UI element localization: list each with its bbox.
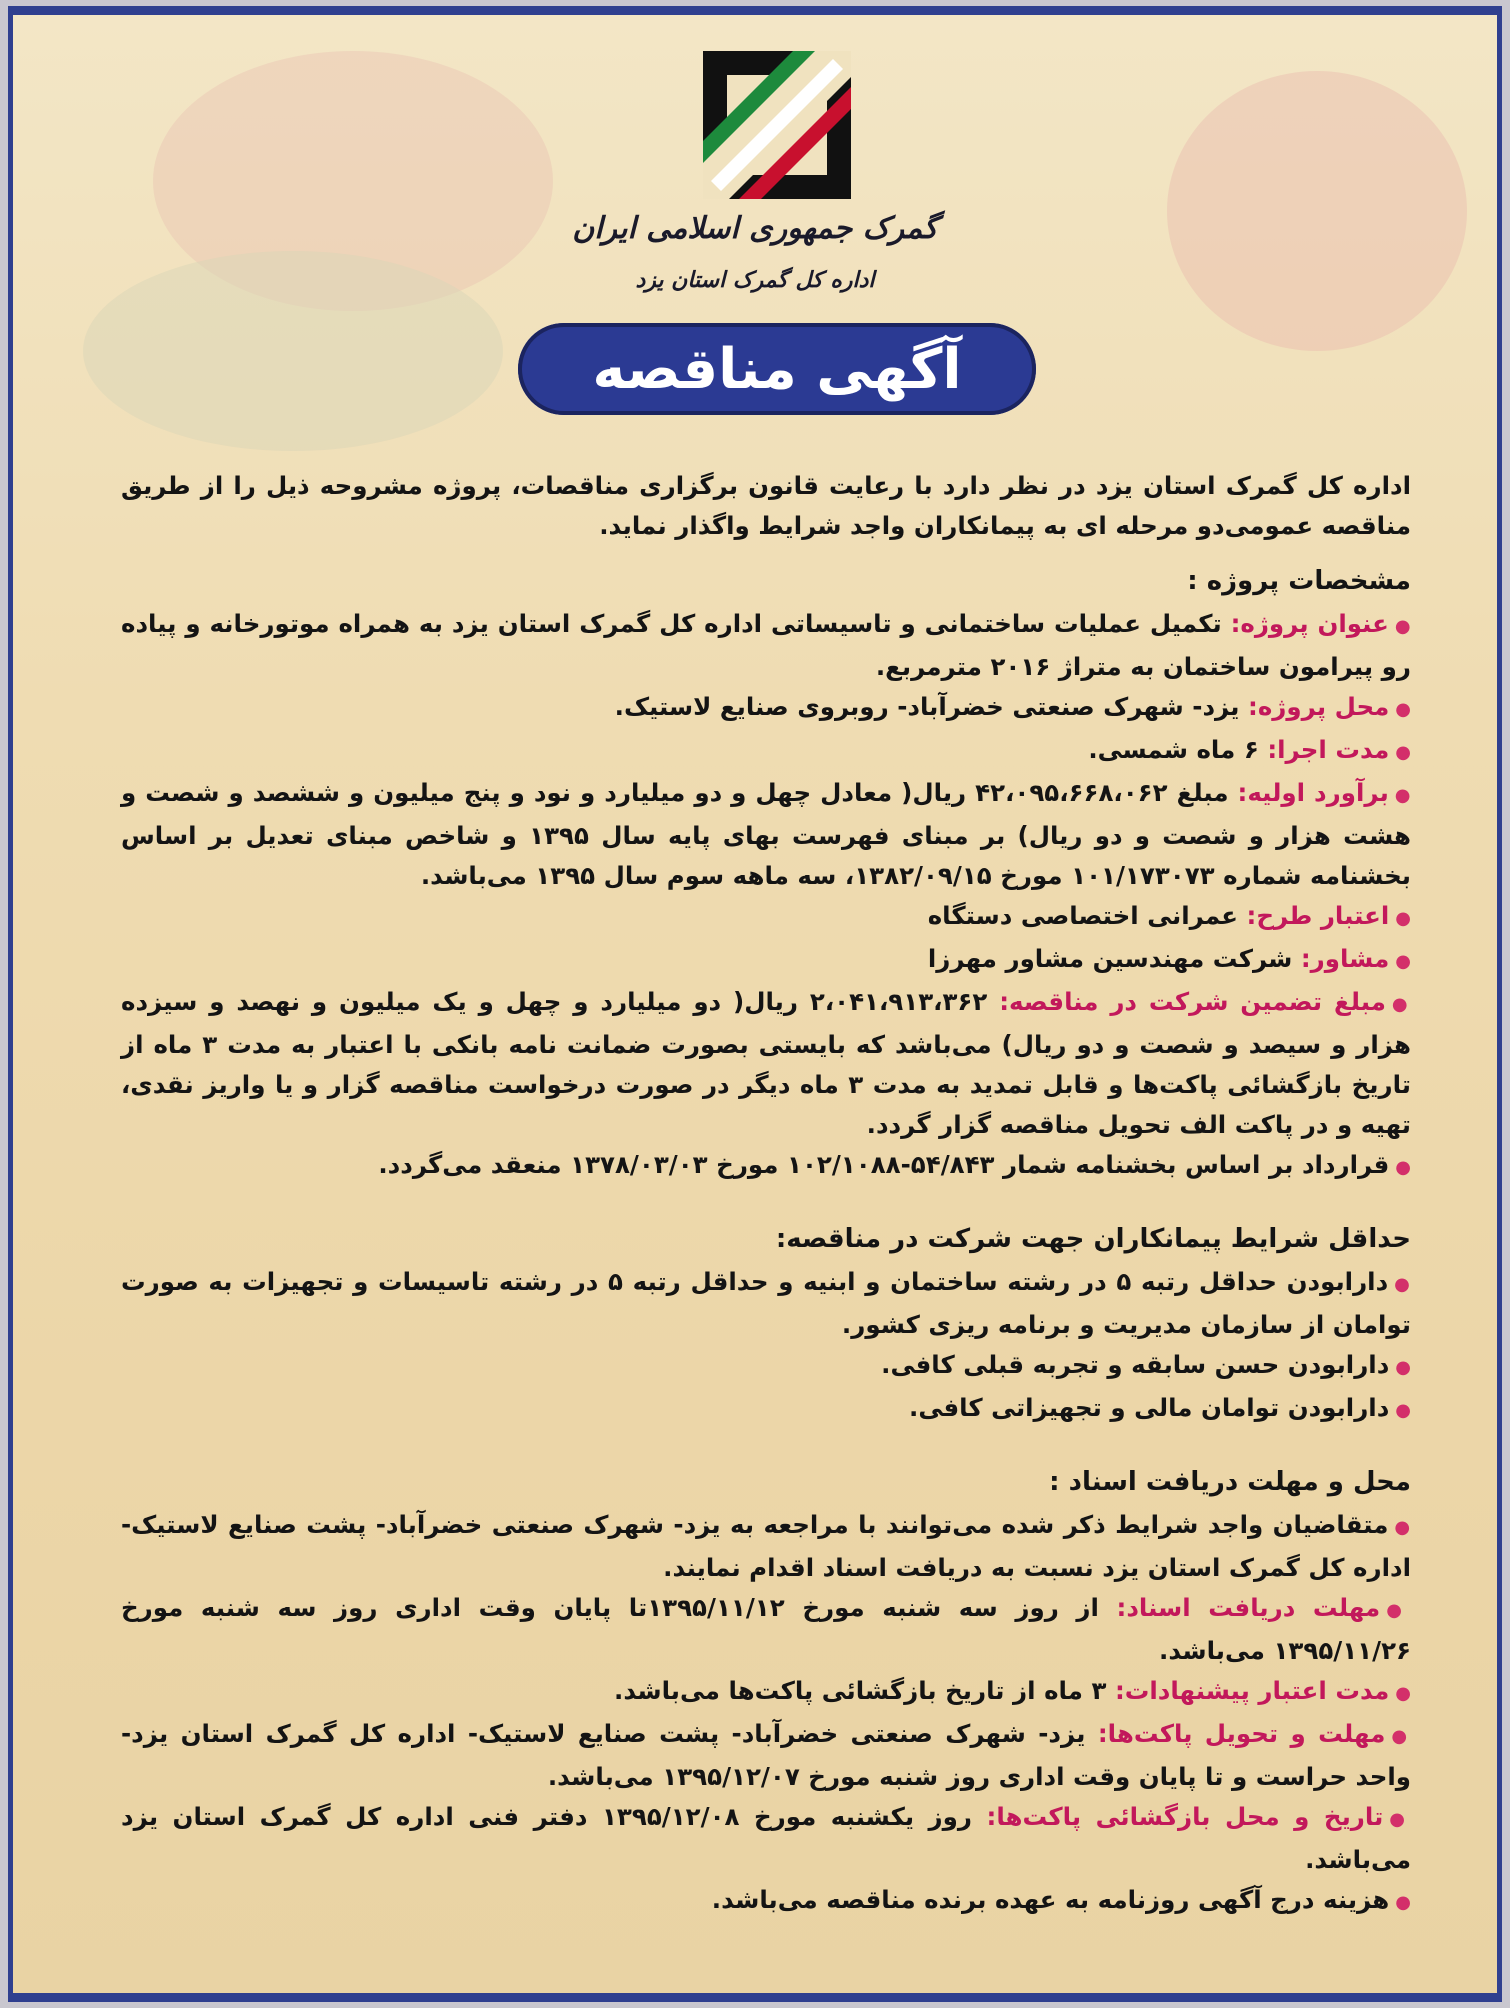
customs-logo-icon — [693, 41, 861, 209]
spec-item: ● قرارداد بر اساس بخشنامه شمار ۵۴/۸۴۳-۱۰۲/۱۰۸۸ مورخ ۱۳۷۸/۰۳/۰۳ منعقد می‌گردد. — [121, 1145, 1411, 1188]
org-name: گمرک جمهوری اسلامی ایران — [572, 211, 938, 246]
notice-title: آگهی مناقصه — [518, 323, 1036, 415]
frame-rule-top — [13, 11, 1497, 15]
intro-paragraph: اداره کل گمرک استان یزد در نظر دارد با رعایت قانون برگزاری مناقصات، پروژه مشروحه ذیل را از طریق مناقصه عمومی‌دو مرحله ای به پیمانکاران واجد شرایط واگذار نماید. — [121, 471, 1411, 540]
spec-item: ● مدت اجرا: ۶ ماه شمسی. — [121, 730, 1411, 773]
condition-item: ● دارابودن حسن سابقه و تجربه قبلی کافی. — [121, 1345, 1411, 1388]
condition-item: ● دارابودن توامان مالی و تجهیزاتی کافی. — [121, 1388, 1411, 1431]
condition-item: ● دارابودن حداقل رتبه ۵ در رشته ساختمان و ابنیه و حداقل رتبه ۵ در رشته تاسیسات و تجهیزات به صورت توامان از سازمان مدیریت و برنامه ریزی کشور. — [121, 1262, 1411, 1345]
spec-item: ● اعتبار طرح: عمرانی اختصاصی دستگاه — [121, 896, 1411, 939]
spec-item: ● مبلغ تضمین شرکت در مناقصه: ۲،۰۴۱،۹۱۳،۳۶۲ ریال( دو میلیارد و چهل و یک میلیون و نهصد و سیزده هزار و سیصد و شصت و دو ریال) می‌باشد که بایستی بصورت ضمانت نامه بانکی با اعتبار به مدت ۳ ماه از تاریخ بازگشائی پاکت‌ها و قابل تمدید به مدت ۳ ماه دیگر در صورت درخواست مناقصه گزار و یا واریز نقدی، تهیه و در پاکت الف تحویل مناقصه گزار گردد. — [121, 982, 1411, 1145]
spec-item: ● عنوان پروژه: تکمیل عملیات ساختمانی و تاسیساتی اداره کل گمرک استان یزد به همراه موتورخانه و پیاده رو پیرامون ساختمان به متراژ ۲۰۱۶ مترمربع. — [121, 604, 1411, 687]
spec-item: ● برآورد اولیه: مبلغ ۴۲،۰۹۵،۶۶۸،۰۶۲ ریال( معادل چهل و دو میلیارد و نود و پنج میلیون و ششصد و شصت و هشت هزار و شصت و دو ریال) بر مبنای فهرست بهای پایه سال ۱۳۹۵ و شاخص مبنای تعدیل بر اساس بخشنامه شماره ۱۰۱/۱۷۳۰۷۳ مورخ ۱۳۸۲/۰۹/۱۵، سه ماهه سوم سال ۱۳۹۵ می‌باشد. — [121, 773, 1411, 896]
document-item: ● مدت اعتبار پیشنهادات: ۳ ماه از تاریخ بازگشائی پاکت‌ها می‌باشد. — [121, 1671, 1411, 1714]
document-item: ● تاریخ و محل بازگشائی پاکت‌ها: روز یکشنبه مورخ ۱۳۹۵/۱۲/۰۸ دفتر فنی اداره کل گمرک استان یزد می‌باشد. — [121, 1797, 1411, 1880]
spec-item: ● محل پروژه: یزد- شهرک صنعتی خضرآباد- روبروی صنایع لاستیک. — [121, 687, 1411, 730]
specs-heading: مشخصات پروژه : — [1187, 566, 1411, 596]
notice-body — [121, 466, 1411, 1923]
frame-rule-bottom — [13, 1993, 1497, 1997]
conditions-heading: حداقل شرایط پیمانکاران جهت شرکت در مناقصه: — [775, 1224, 1411, 1254]
documents-heading: محل و مهلت دریافت اسناد : — [1049, 1467, 1411, 1497]
spec-item: ● مشاور: شرکت مهندسین مشاور مهرزا — [121, 939, 1411, 982]
document-item: ● مهلت و تحویل پاکت‌ها: یزد- شهرک صنعتی خضرآباد- پشت صنایع لاستیک- اداره کل گمرک استان یزد- واحد حراست و تا پایان وقت اداری روز شنبه مورخ ۱۳۹۵/۱۲/۰۷ می‌باشد. — [121, 1714, 1411, 1797]
org-subname: اداره کل گمرک استان یزد — [635, 267, 875, 293]
document-item: ● مهلت دریافت اسناد: از روز سه شنبه مورخ ۱۳۹۵/۱۱/۱۲تا پایان وقت اداری روز سه شنبه مورخ ۱۳۹۵/۱۱/۲۶ می‌باشد. — [121, 1588, 1411, 1671]
document-item: ● متقاضیان واجد شرایط ذکر شده می‌توانند با مراجعه به یزد- شهرک صنعتی خضرآباد- پشت صنایع لاستیک-اداره کل گمرک استان یزد نسبت به دریافت اسناد اقدام نمایند. — [121, 1505, 1411, 1588]
document-item: ● هزینه درج آگهی روزنامه به عهده برنده مناقصه می‌باشد. — [121, 1880, 1411, 1923]
newspaper-clipping — [8, 6, 1502, 2002]
